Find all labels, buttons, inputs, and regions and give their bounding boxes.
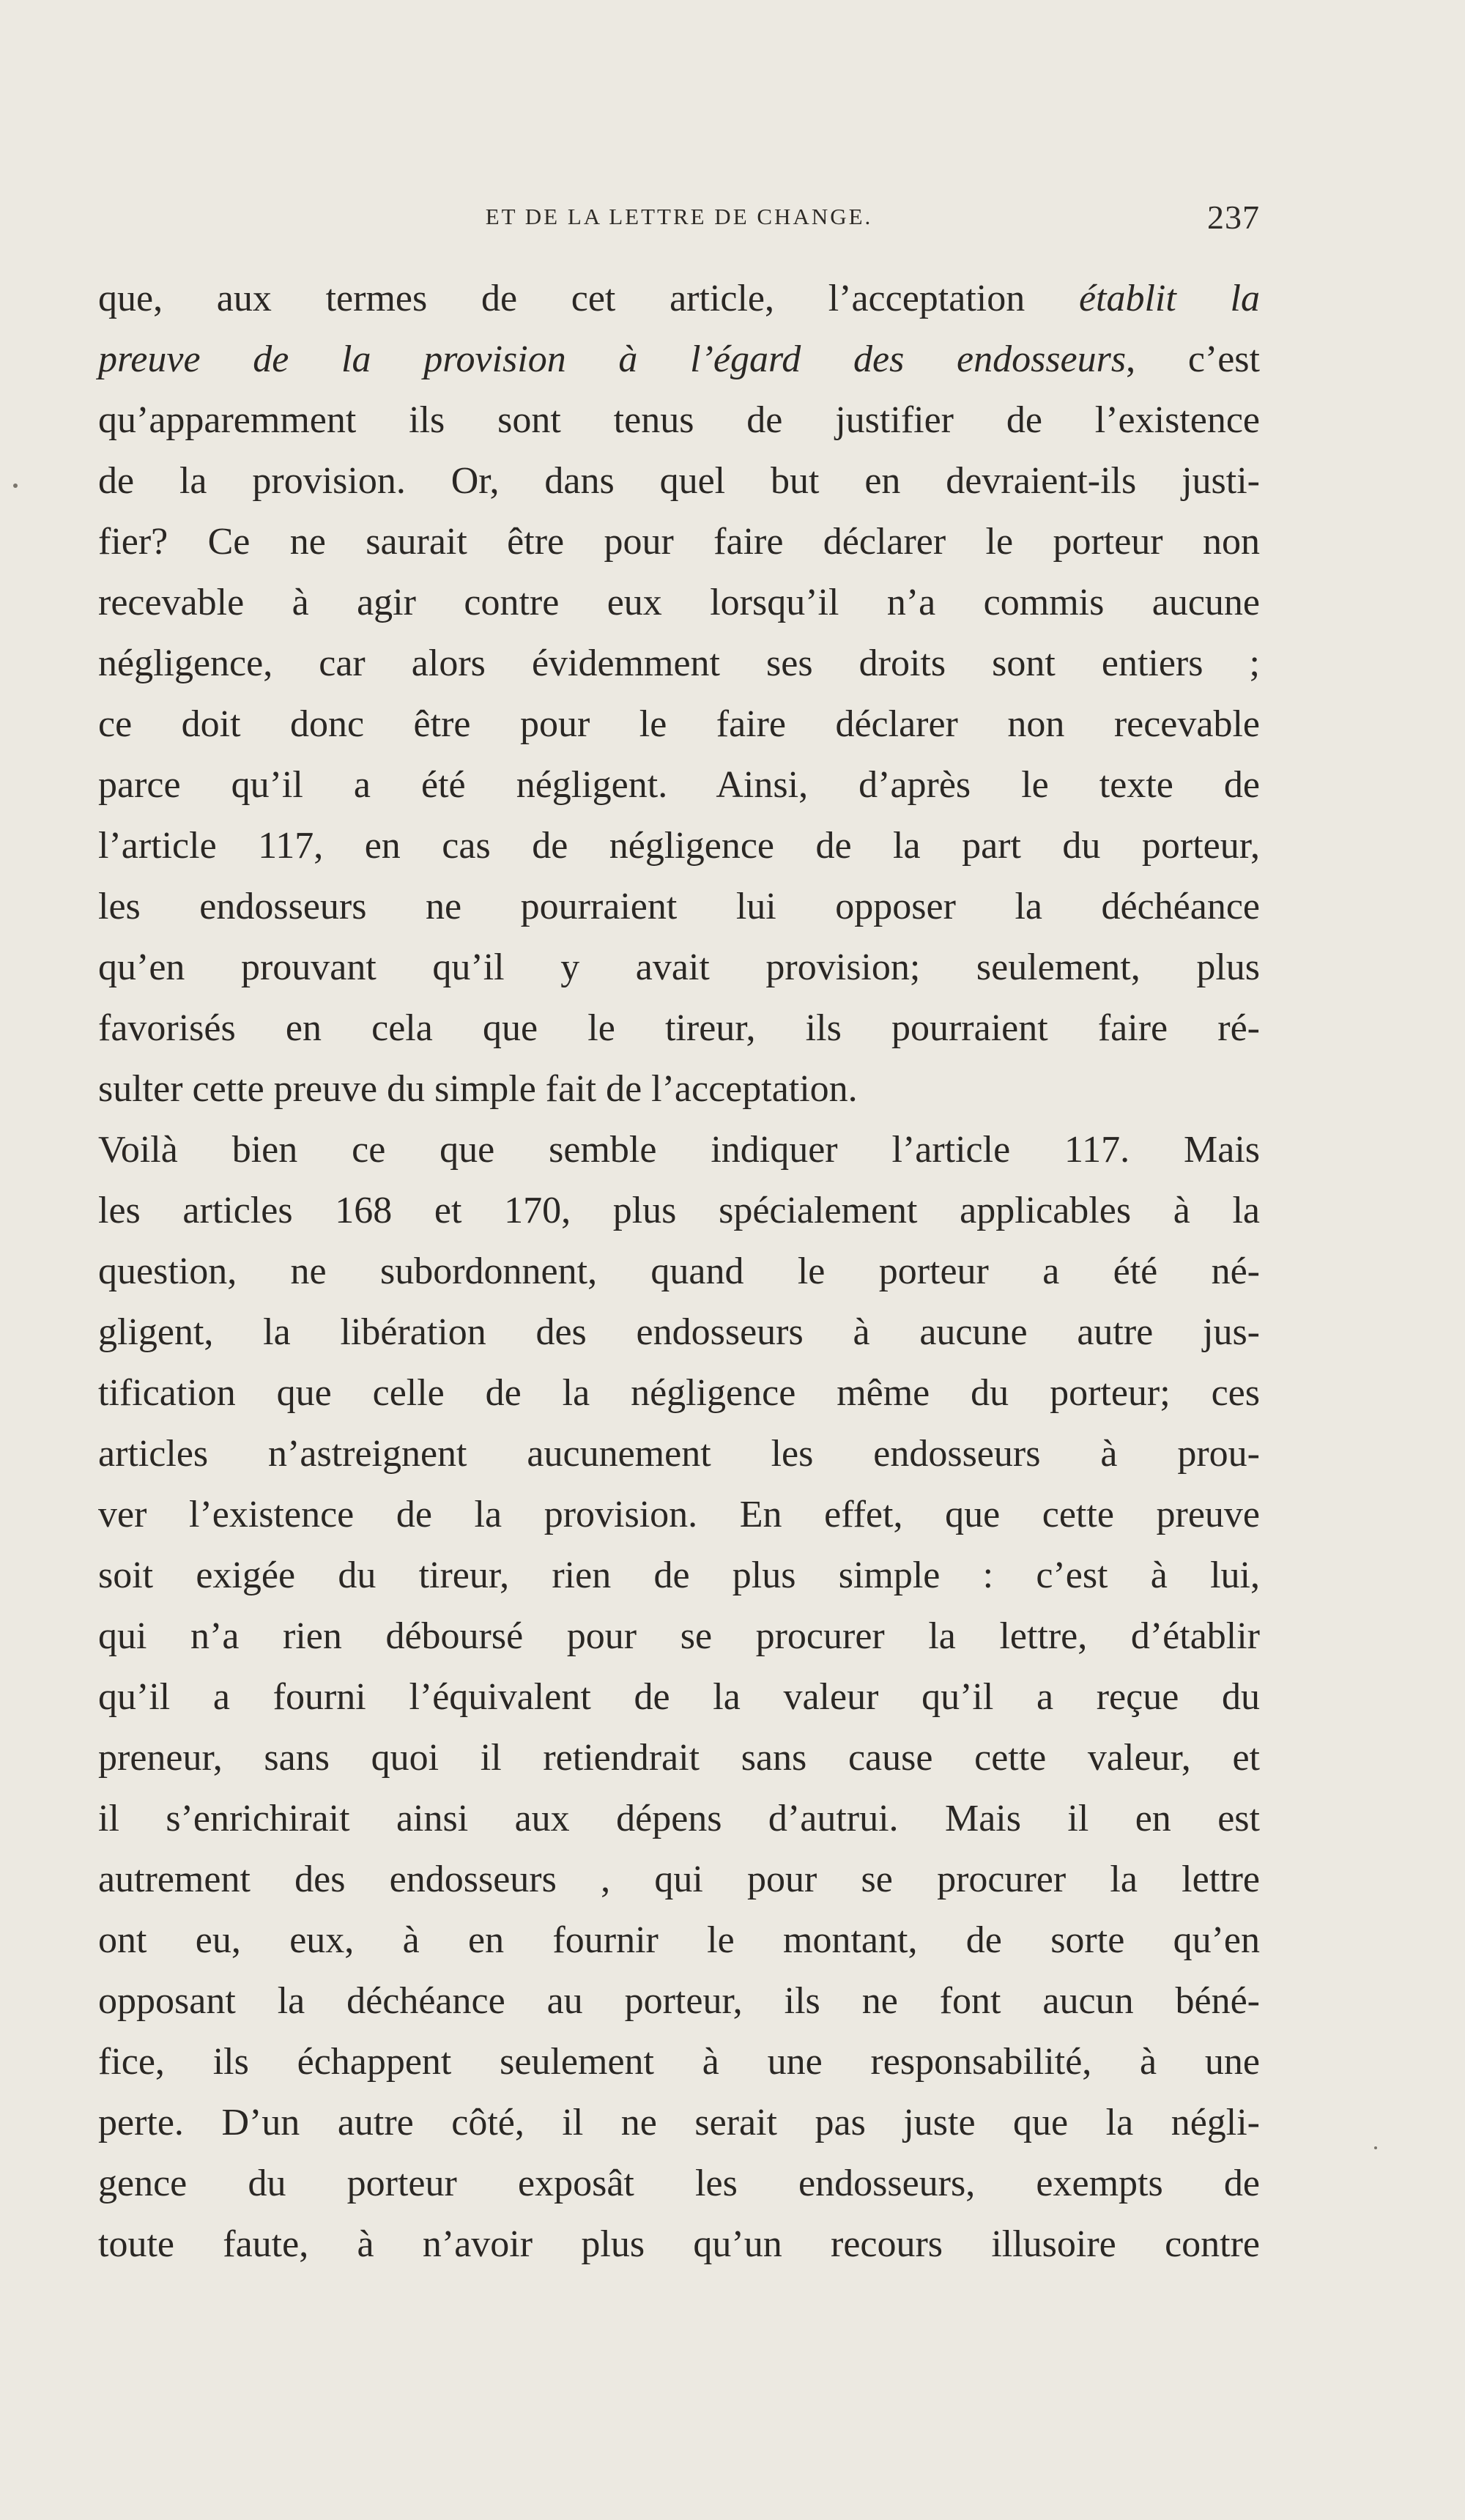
text-line xyxy=(98,1484,1260,1545)
text-run: sulter cette preuve du simple fait de l’acceptation. xyxy=(98,1068,858,1110)
body-text xyxy=(98,268,1260,2275)
text-line xyxy=(98,1667,1260,1727)
text-line xyxy=(98,451,1260,511)
text-run: soit exigée du tireur, rien de plus simple : c’est à lui, xyxy=(98,1554,1260,1596)
text-line xyxy=(98,1302,1260,1363)
text-run: de la provision. Or, dans quel but en devraient-ils justi- xyxy=(98,460,1260,502)
text-run: Voilà bien ce que semble indiquer l’article 117. Mais xyxy=(98,1129,1260,1171)
text-run: preneur, sans quoi il retiendrait sans cause cette valeur, et xyxy=(98,1737,1260,1779)
text-line xyxy=(98,937,1260,998)
text-line xyxy=(98,755,1260,815)
italic-run: établit la xyxy=(1078,278,1260,319)
text-line xyxy=(98,1180,1260,1241)
text-line xyxy=(98,2031,1260,2092)
text-line xyxy=(98,511,1260,572)
text-run: les endosseurs ne pourraient lui opposer la déchéance xyxy=(98,886,1260,927)
text-line xyxy=(98,1363,1260,1423)
text-run: tification que celle de la négligence même du porteur; ces xyxy=(98,1372,1260,1414)
text-line xyxy=(98,1241,1260,1302)
text-line xyxy=(98,1971,1260,2031)
text-line xyxy=(98,876,1260,937)
text-run: gence du porteur exposât les endosseurs, exempts de xyxy=(98,2163,1260,2204)
text-line xyxy=(98,633,1260,694)
text-run: , c’est xyxy=(1126,338,1260,380)
text-run: opposant la déchéance au porteur, ils ne font aucun béné- xyxy=(98,1980,1260,2022)
margin-speck xyxy=(13,483,18,488)
page-number: 237 xyxy=(1207,199,1260,236)
text-run: recevable à agir contre eux lorsqu’il n’a commis aucune xyxy=(98,582,1260,623)
text-line xyxy=(98,2214,1260,2275)
text-run: perte. D’un autre côté, il ne serait pas juste que la négli- xyxy=(98,2102,1260,2143)
margin-speck xyxy=(1374,2146,1377,2149)
text-run: ce doit donc être pour le faire déclarer non recevable xyxy=(98,703,1260,745)
text-line xyxy=(98,1849,1260,1910)
text-line xyxy=(98,1910,1260,1971)
text-line xyxy=(98,998,1260,1059)
running-head xyxy=(98,199,1260,240)
text-line xyxy=(98,390,1260,451)
text-run: articles n’astreignent aucunement les endosseurs à prou- xyxy=(98,1433,1260,1475)
text-line xyxy=(98,1119,1260,1180)
text-line xyxy=(98,815,1260,876)
text-run: autrement des endosseurs , qui pour se procurer la lettre xyxy=(98,1858,1260,1900)
text-line xyxy=(98,268,1260,329)
text-line xyxy=(98,1545,1260,1606)
text-run: qui n’a rien déboursé pour se procurer la lettre, d’établir xyxy=(98,1615,1260,1657)
text-run: fier? Ce ne saurait être pour faire déclarer le porteur non xyxy=(98,521,1260,563)
text-run: gligent, la libération des endosseurs à aucune autre jus- xyxy=(98,1311,1260,1353)
text-run: ont eu, eux, à en fournir le montant, de sorte qu’en xyxy=(98,1919,1260,1961)
text-run: favorisés en cela que le tireur, ils pourraient faire ré- xyxy=(98,1007,1260,1049)
text-run: il s’enrichirait ainsi aux dépens d’autrui. Mais il en est xyxy=(98,1798,1260,1839)
text-run: qu’il a fourni l’équivalent de la valeur qu’il a reçue du xyxy=(98,1676,1260,1718)
text-line xyxy=(98,1727,1260,1788)
text-run: qu’apparemment ils sont tenus de justifier de l’existence xyxy=(98,399,1260,441)
text-run: qu’en prouvant qu’il y avait provision; seulement, plus xyxy=(98,946,1260,988)
text-run: parce qu’il a été négligent. Ainsi, d’après le texte de xyxy=(98,764,1260,806)
text-line xyxy=(98,2153,1260,2214)
text-run: les articles 168 et 170, plus spécialement applicables à la xyxy=(98,1190,1260,1231)
text-run: négligence, car alors évidemment ses droits sont entiers ; xyxy=(98,642,1260,684)
text-line xyxy=(98,1788,1260,1849)
running-title: ET DE LA LETTRE DE CHANGE. xyxy=(485,204,873,229)
text-line xyxy=(98,329,1260,390)
italic-run: preuve de la provision à l’égard des endosseurs xyxy=(98,338,1127,380)
text-run: question, ne subordonnent, quand le porteur a été né- xyxy=(98,1250,1260,1292)
text-line xyxy=(98,1423,1260,1484)
text-line xyxy=(98,694,1260,755)
text-run: fice, ils échappent seulement à une responsabilité, à une xyxy=(98,2041,1260,2083)
text-line xyxy=(98,572,1260,633)
text-run: ver l’existence de la provision. En effet, que cette preuve xyxy=(98,1494,1260,1535)
text-line xyxy=(98,2092,1260,2153)
text-run: l’article 117, en cas de négligence de la part du porteur, xyxy=(98,825,1260,867)
text-line xyxy=(98,1606,1260,1667)
text-run: que, aux termes de cet article, l’acceptation xyxy=(98,278,1079,319)
text-run: toute faute, à n’avoir plus qu’un recours illusoire contre xyxy=(98,2223,1260,2265)
text-line xyxy=(98,1059,1260,1119)
